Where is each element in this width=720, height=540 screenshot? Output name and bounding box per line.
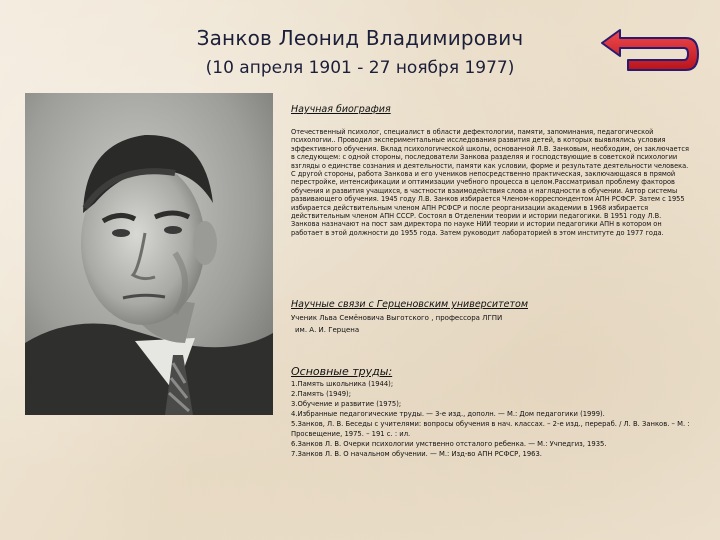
works-heading: Основные труды: <box>291 365 393 378</box>
back-navigation-button[interactable] <box>598 18 704 80</box>
works-list-item: 1.Память школьника (1944); <box>291 380 394 388</box>
works-list <box>291 379 695 459</box>
portrait-photo <box>25 93 273 415</box>
works-list-item: 2.Память (1949); <box>291 390 351 398</box>
works-list-item: 7.Занков Л. В. О начальном обучении. — М.: Изд-во АПН РСФСР, 1963. <box>291 450 542 458</box>
university-links-line: им. А. И. Герцена <box>295 326 360 334</box>
works-list-item: 3.Обучение и развитие (1975); <box>291 400 402 408</box>
biography-text: Отечественный психолог, специалист в области дефектологии, памяти, запоминания, педагогической психологии.. Проводил экспериментальные исследования развития детей, в которых выявлялись условия эффективного обучения. Вклад психологической школы, основанной Л.В. Занковым, необходим, он заключается в следующем: с одной стороны, последователи Занкова разделяя и господствующие в советской психологии взгляды о единстве сознания и деятельности, памяти как условии, форме и результате деятельности человека. С другой стороны, работа Занкова и его учеников непосредственно практическая, заключающаяся в прямой перестройке, интенсификации и оптимизации учебного процесса в целом.Рассматривал проблему факторов обучения и развития учащихся, в частности взаимодействия слова и наглядности в обучении. Автор системы развивающего обучения. 1945 году Л.В. Занков избирается Членом-корреспондентом АПН РСФСР. Затем с 1955 избирается действительным членом АПН РСФСР и после реорганизации академии в 1968 избирается действительным членом АПН СССР. Состоял в Отделении теории и истории педагогики. В 1951 году Л.В. Занкова назначают на пост зам директора по науке НИИ теории и истории педагогики АПН в котором он работает в этой должности до 1955 года. Затем руководит лабораторией в этом институте до 1977 года. <box>291 128 689 237</box>
slide-subtitle: (10 апреля 1901 - 27 ноября 1977) <box>205 58 515 78</box>
slide-title: Занков Леонид Владимирович <box>196 26 524 50</box>
biography-heading: Научная биография <box>291 104 391 115</box>
works-list-item: 6.Занков Л. В. Очерки психологии умственно отсталого ребенка. — М.: Учпедгиз, 1935. <box>291 440 607 448</box>
works-list-item: 4.Избранные педагогические труды. — 3-е изд., дополн. — М.: Дом педагогики (1999). <box>291 410 605 418</box>
works-list-item: 5.Занков, Л. В. Беседы с учителями: вопросы обучения в нач. классах. – 2-е изд., перераб. / Л. В. Занков. – М. : Просвещение, 1975. – 191 с. : ил. <box>291 420 690 438</box>
university-links-line: Ученик Льва Семёновича Выготского , профессора ЛГПИ <box>291 314 503 322</box>
return-arrow-icon <box>598 18 704 80</box>
university-links-heading: Научные связи с Герценовским университетом <box>291 299 528 310</box>
